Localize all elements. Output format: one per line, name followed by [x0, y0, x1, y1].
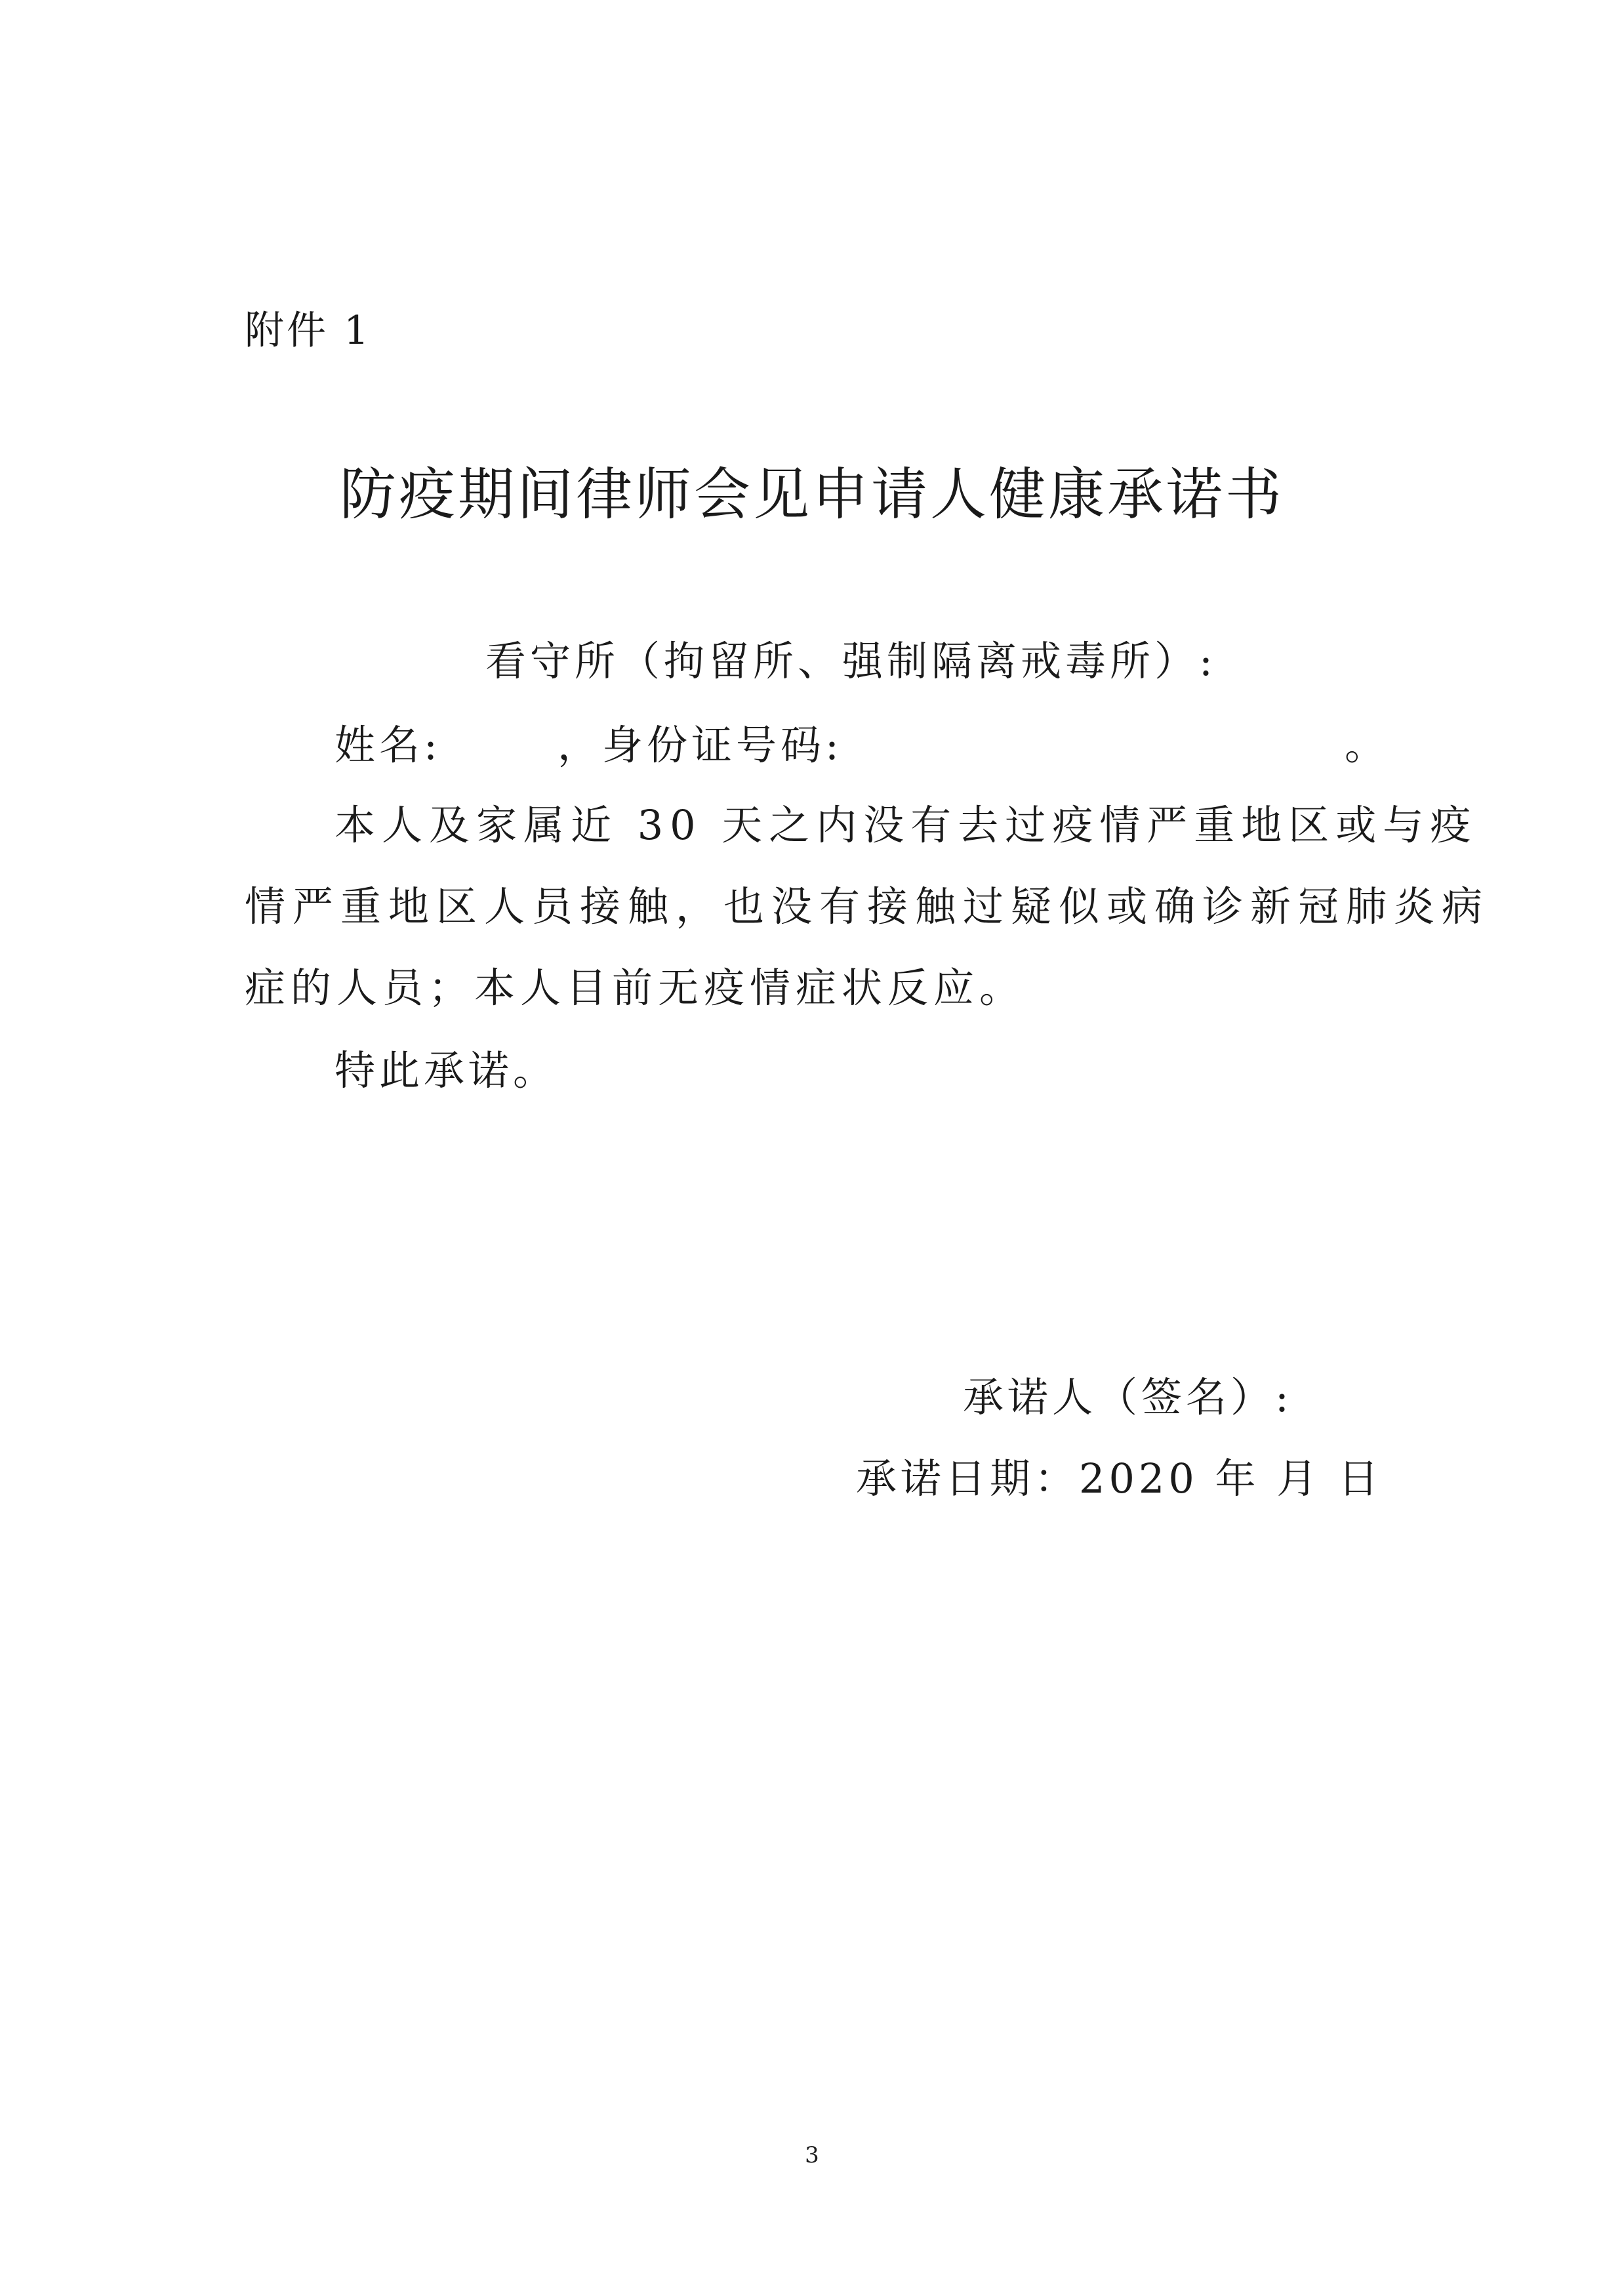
- attachment-label: 附件 1: [245, 308, 372, 354]
- signer-label: 承诺人（签名）:: [963, 1373, 1293, 1421]
- closing-statement: 特此承诺。: [335, 1046, 558, 1094]
- page-number: 3: [805, 2142, 819, 2168]
- body-paragraph-line-3: 症的人员；本人目前无疫情症状反应。: [245, 964, 1026, 1012]
- addressee-line: 看守所（拘留所、强制隔离戒毒所）:: [485, 637, 1217, 685]
- body-paragraph-line-2: 情严重地区人员接触，也没有接触过疑似或确诊新冠肺炎病: [245, 882, 1490, 930]
- name-id-row: [335, 719, 1390, 772]
- name-label: 姓名:: [335, 721, 441, 769]
- body-paragraph-line-1: 本人及家属近 30 天之内没有去过疫情严重地区或与疫: [335, 801, 1478, 849]
- id-number-label: ，身份证号码:: [558, 721, 843, 769]
- promise-date-line: 承诺日期：2020 年 月 日: [856, 1455, 1383, 1502]
- document-title: 防疫期间律师会见申请人健康承诺书: [340, 462, 1284, 527]
- id-end-mark: 。: [1345, 721, 1390, 769]
